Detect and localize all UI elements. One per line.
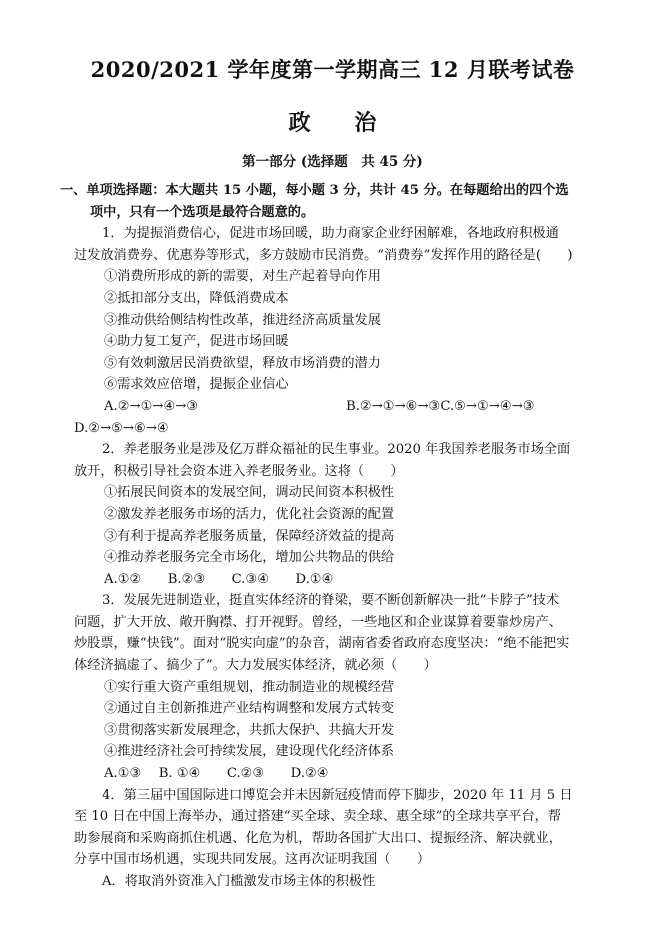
question-body xyxy=(60,180,594,893)
q2-item: ①拓展民间资本的发展空间，调动民间资本积极性 xyxy=(104,485,395,501)
q3-stem-line-4: 体经济搞虚了、搞少了”。大力发展实体经济，就必须（ ） xyxy=(74,658,437,674)
q3-item: ②通过自主创新推进产业结构调整和发展方式转变 xyxy=(104,701,395,717)
q2-item: ②激发养老服务市场的活力，优化社会资源的配置 xyxy=(104,506,395,522)
q2-options: A.①② B.②③ C.③④ D.①④ xyxy=(104,571,334,587)
q1-item: ①消费所形成的新的需要，对生产起着导向作用 xyxy=(104,269,381,285)
q4-stem-line-2: 至 10 日在中国上海举办，通过搭建“买全球、卖全球、惠全球”的全球共享平台，帮 xyxy=(74,809,562,825)
q3-item: ④推进经济社会可持续发展，建设现代化经济体系 xyxy=(104,744,395,760)
q1-option-a: A.②→①→④→③ xyxy=(104,398,199,414)
subject-char-1: 政 xyxy=(288,110,311,136)
q3-stem-line-3: 炒股票，赚“快钱”。面对“脱实向虚”的杂音，湖南省委省政府态度坚决：“绝不能把实 xyxy=(74,636,570,652)
q1-stem-line-1: 1．为提振消费信心，促进市场回暖，助力商家企业纾困解难，各地政府积极通 xyxy=(102,226,559,242)
q3-item: ③贯彻落实新发展理念，共抓大保护、共搞大开发 xyxy=(104,722,395,738)
q1-item: ⑥需求效应倍增，提振企业信心 xyxy=(104,377,289,393)
instruction-line-2: 项中，只有一个选项是最符合题意的。 xyxy=(90,204,315,220)
q4-stem-line-4: 分享中国市场机遇，实现共同发展。这再次证明我国（ ） xyxy=(74,852,431,868)
exam-title: 2020/2021 学年度第一学期高三 12 月联考试卷 xyxy=(90,57,575,82)
subject-char-2: 治 xyxy=(354,110,377,136)
q1-option-bc: B.②→①→⑥→③C.⑤→①→④→③ xyxy=(346,398,535,414)
q3-stem-line-1: 3．发展先进制造业，挺直实体经济的脊梁，要不断创新解决一批“卡脖子”技术 xyxy=(102,593,560,609)
q3-options: A.①③ B. ①④ C.②③ D.②④ xyxy=(104,766,329,782)
q4-option-a: A．将取消外资准入门槛激发市场主体的积极性 xyxy=(102,874,376,889)
q1-option-d: D.②→⑤→⑥→④ xyxy=(74,420,169,436)
q2-stem-line-1: 2．养老服务业是涉及亿万群众福祉的民生事业。2020 年我国养老服务市场全面 xyxy=(102,442,571,458)
q1-item: ③推动供给侧结构性改革，推进经济高质量发展 xyxy=(104,312,381,328)
part-heading: 第一部分 (选择题 共 45 分) xyxy=(242,154,423,170)
q4-stem-line-1: 4．第三届中国国际进口博览会并未因新冠疫情而停下脚步，2020 年 11 月 5 日 xyxy=(102,787,573,803)
q4-stem-line-3: 助参展商和采购商抓住机遇、化危为机，帮助各国扩大出口、提振经济、解决就业， xyxy=(74,830,562,846)
q1-item: ⑤有效刺激居民消费欲望，释放市场消费的潜力 xyxy=(104,355,381,371)
q3-stem-line-2: 问题，扩大开放、敞开胸襟、打开视野。曾经，一些地区和企业谋算着要靠炒房产、 xyxy=(74,614,562,630)
q3-item: ①实行重大资产重组规划，推动制造业的规模经营 xyxy=(104,679,395,695)
q1-item: ④助力复工复产，促进市场回暖 xyxy=(104,334,289,350)
q1-options xyxy=(74,396,594,418)
subject-title xyxy=(0,106,665,137)
q2-item: ③有利于提高养老服务质量，保障经济效益的提高 xyxy=(104,528,395,544)
q1-stem-line-2: 过发放消费券、优惠券等形式，多方鼓励市民消费。“消费券”发挥作用的路径是( ) xyxy=(74,247,573,263)
q2-stem-line-2: 放开，积极引导社会资本进入养老服务业。这将（ ） xyxy=(74,463,404,479)
q2-item: ④推动养老服务完全市场化，增加公共物品的供给 xyxy=(104,550,395,566)
instruction-line-1: 一、单项选择题：本大题共 15 小题，每小题 3 分，共计 45 分。在每题给出的四个选 xyxy=(60,183,569,198)
q1-item: ②抵扣部分支出，降低消费成本 xyxy=(104,290,289,306)
